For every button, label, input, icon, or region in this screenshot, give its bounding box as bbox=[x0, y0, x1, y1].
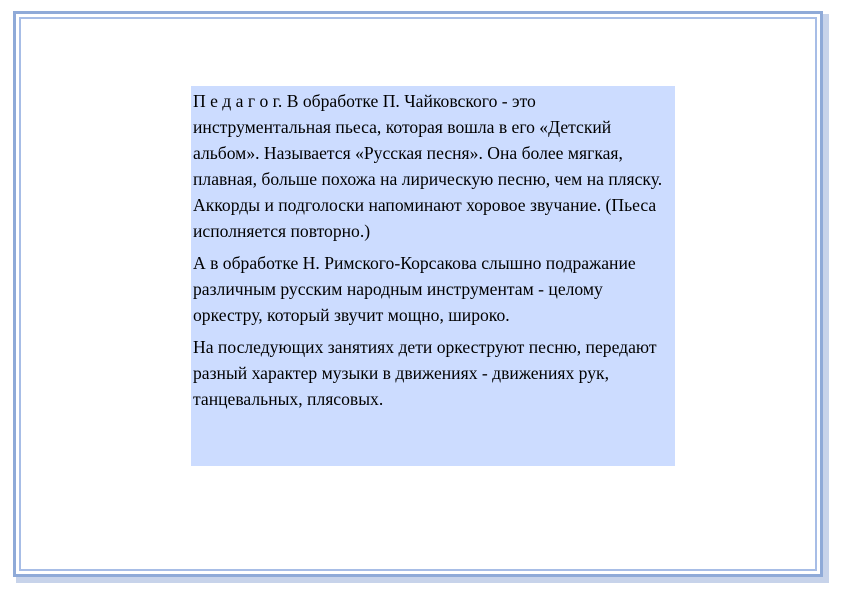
paragraph-next-lessons: На последующих занятиях дети оркеструют песню, передают разный характер музыки в движениях - движениях рук, танцевальных, плясовых. bbox=[193, 337, 657, 409]
paragraph-teacher-speech: П е д а г о г. В обработке П. Чайковского - это инструментальная пьеса, которая вошла в его «Детский альбом». Называется «Русская песня». Она более мягкая, плавная, больше похожа на лирическую песню, чем на пляску. Аккорды и подголоски напоминают хоровое звучание. (Пьеса исполняется повторно.) bbox=[193, 91, 663, 241]
paragraph-rimsky-korsakov: А в обработке Н. Римского-Корсакова слышно подражание различным русским народным инструментам - целому оркестру, который звучит мощно, широко. bbox=[193, 253, 636, 325]
text-box bbox=[191, 86, 675, 466]
frame-shadow-bottom bbox=[16, 577, 829, 583]
frame-shadow-right bbox=[823, 14, 829, 580]
